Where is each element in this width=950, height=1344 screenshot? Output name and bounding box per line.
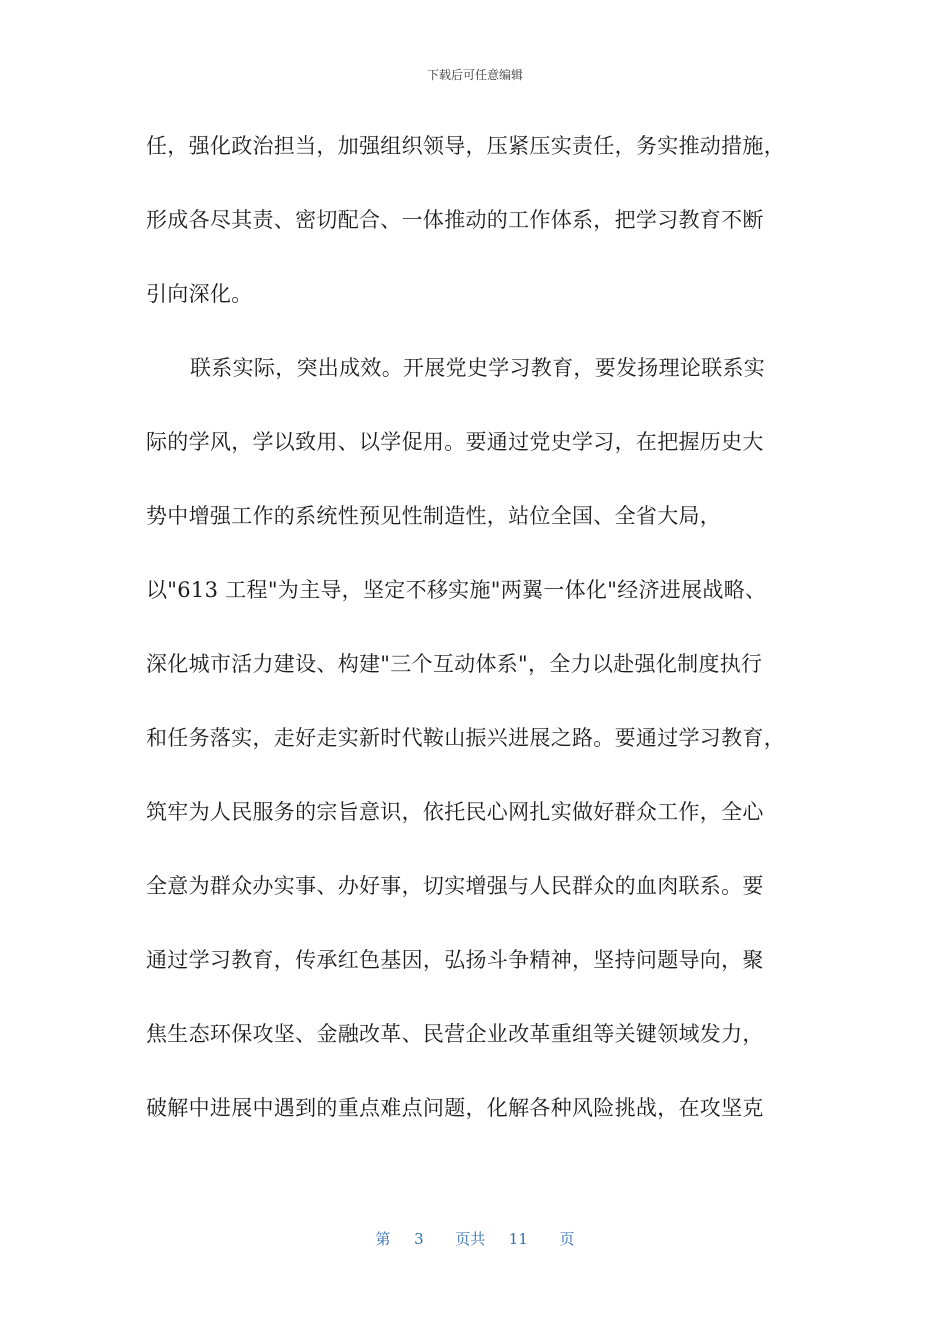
text-line: 和任务落实，走好走实新时代鞍山振兴进展之路。要通过学习教育， — [146, 726, 785, 750]
page-number: 3 — [414, 1230, 424, 1248]
page-middle: 页共 — [455, 1230, 486, 1248]
page-footer — [0, 1228, 950, 1249]
text-line: 际的学风，学以致用、以学促用。要通过党史学习，在把握历史大 — [146, 430, 764, 454]
page-suffix: 页 — [559, 1230, 575, 1248]
text-line: 以"613 工程"为主导，坚定不移实施"两翼一体化"经济进展战略、 — [146, 578, 767, 602]
text-line: 筑牢为人民服务的宗旨意识，依托民心网扎实做好群众工作，全心 — [146, 800, 764, 824]
document-body — [146, 121, 806, 1157]
total-pages: 11 — [508, 1230, 528, 1248]
text-line: 势中增强工作的系统性预见性制造性，站位全国、全省大局， — [146, 504, 722, 528]
text-line: 焦生态环保攻坚、金融改革、民营企业改革重组等关键领域发力， — [146, 1022, 764, 1046]
text-line: 形成各尽其责、密切配合、一体推动的工作体系，把学习教育不断 — [146, 208, 764, 232]
text-line: 任，强化政治担当，加强组织领导，压紧压实责任，务实推动措施， — [146, 134, 785, 158]
text-line: 引向深化。 — [146, 282, 253, 306]
text-line: 破解中进展中遇到的重点难点问题，化解各种风险挑战，在攻坚克 — [146, 1096, 764, 1120]
paragraph-start-line: 联系实际，突出成效。开展党史学习教育，要发扬理论联系实 — [190, 356, 766, 380]
text-line: 深化城市活力建设、构建"三个互动体系"，全力以赴强化制度执行 — [146, 652, 763, 676]
header-note: 下载后可任意编辑 — [426, 68, 523, 82]
text-line: 通过学习教育，传承红色基因，弘扬斗争精神，坚持问题导向，聚 — [146, 948, 764, 972]
text-line: 全意为群众办实事、办好事，切实增强与人民群众的血肉联系。要 — [146, 874, 764, 898]
page-prefix: 第 — [375, 1230, 391, 1248]
